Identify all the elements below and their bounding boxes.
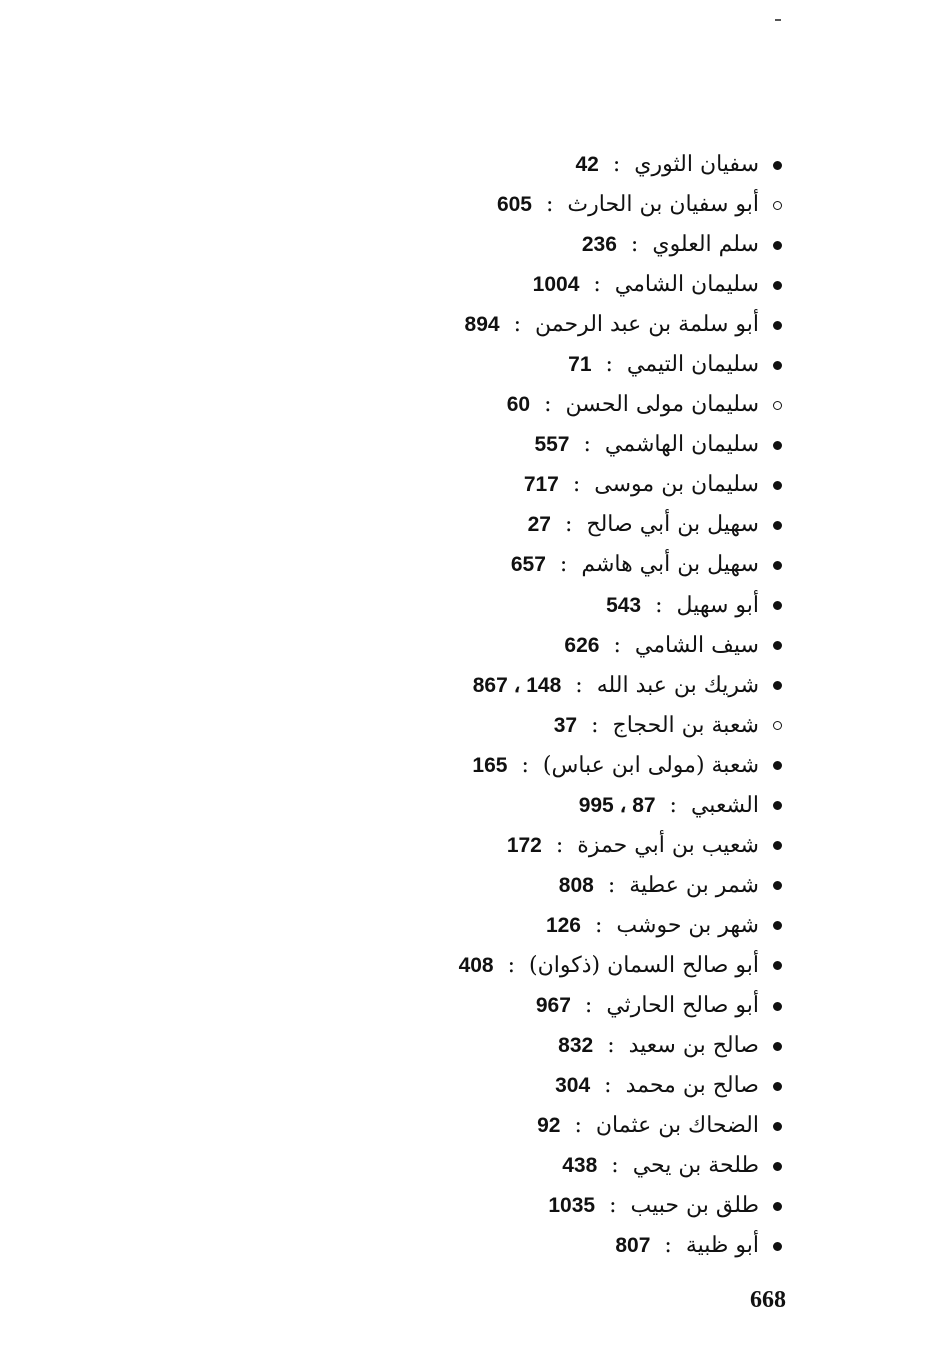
index-entry — [222, 1146, 782, 1186]
index-entry — [222, 545, 782, 585]
bullet-icon — [773, 201, 782, 210]
entry-separator: : — [607, 872, 616, 898]
entry-page-ref: 717 — [523, 473, 559, 497]
entry-page-ref: 304 — [555, 1074, 591, 1098]
entry-page-ref: 71 — [568, 353, 592, 377]
entry-name: صالح بن سعيد — [628, 1033, 759, 1059]
index-entry — [222, 465, 782, 505]
entry-page-ref: 1035 — [548, 1194, 596, 1218]
entry-separator: : — [607, 1033, 615, 1059]
index-entry — [222, 305, 782, 345]
entry-separator: : — [544, 392, 552, 418]
index-entry — [222, 986, 782, 1026]
entry-page-ref: 172 — [506, 833, 542, 857]
index-entry — [222, 225, 782, 265]
entry-separator: : — [521, 752, 529, 778]
entry-page-ref: 894 — [464, 313, 500, 337]
bullet-icon — [773, 361, 782, 370]
entry-name: طلحة بن يحي — [632, 1153, 759, 1179]
index-entry — [222, 145, 782, 185]
entry-page-ref: 92 — [537, 1114, 561, 1138]
entry-name: أبو سهيل — [676, 592, 759, 618]
entry-name: أبو سفيان بن الحارث — [567, 192, 759, 218]
entry-separator: : — [611, 1153, 619, 1179]
bullet-icon — [773, 281, 782, 290]
index-entry — [222, 185, 782, 225]
entry-name: صالح بن محمد — [625, 1073, 759, 1099]
entry-page-ref: 126 — [545, 913, 581, 937]
entry-name: الضحاك بن عثمان — [595, 1113, 759, 1139]
entry-page-ref: 438 — [562, 1154, 598, 1178]
entry-separator: : — [609, 1193, 617, 1219]
entry-separator: : — [575, 672, 583, 698]
index-entry — [222, 1226, 782, 1266]
index-entry — [222, 586, 782, 626]
bullet-icon — [773, 1122, 782, 1131]
entry-page-ref: 236 — [581, 233, 617, 257]
bullet-icon — [773, 721, 782, 730]
bullet-icon — [773, 1242, 782, 1251]
bullet-icon — [773, 1042, 782, 1051]
entry-separator: : — [612, 152, 621, 178]
entry-page-ref: 60 — [506, 393, 531, 417]
entry-name: سيف الشامي — [634, 632, 759, 658]
entry-name: سلم العلوي — [652, 232, 759, 258]
bullet-icon — [773, 521, 782, 530]
entry-page-ref: 148 ، 867 — [472, 673, 562, 697]
entry-page-ref: 808 — [558, 873, 594, 897]
page-number: 668 — [750, 1287, 786, 1313]
entry-name: أبو سلمة بن عبد الرحمن — [534, 312, 759, 338]
entry-separator: : — [604, 1073, 612, 1099]
bullet-icon — [773, 881, 782, 890]
entry-name: سفيان الثوري — [634, 152, 759, 178]
entry-name: شعبة (مولى ابن عباس) — [542, 752, 759, 778]
entry-name: سليمان مولى الحسن — [565, 392, 759, 418]
entry-name: شمر بن عطية — [629, 872, 759, 898]
bullet-icon — [773, 681, 782, 690]
bullet-icon — [773, 161, 782, 170]
bullet-icon — [773, 1082, 782, 1091]
entry-name: سليمان بن موسى — [594, 472, 759, 498]
entry-page-ref: 557 — [534, 433, 570, 457]
entry-separator: : — [572, 472, 581, 498]
bullet-icon — [773, 441, 782, 450]
scan-mark — [775, 19, 781, 21]
bullet-icon — [773, 481, 782, 490]
bullet-icon — [773, 321, 782, 330]
bullet-icon — [773, 1202, 782, 1211]
bullet-icon — [773, 601, 782, 610]
entry-page-ref: 967 — [535, 994, 571, 1017]
entry-separator: : — [574, 1113, 582, 1139]
index-entry — [222, 1186, 782, 1226]
entry-separator: : — [605, 352, 613, 378]
entry-name: أبو ظبية — [685, 1233, 759, 1259]
index-entry — [222, 706, 782, 746]
entry-page-ref: 543 — [606, 593, 642, 617]
bullet-icon — [773, 561, 782, 570]
index-entry — [222, 1026, 782, 1066]
entry-separator: : — [595, 912, 603, 938]
entry-name: شعيب بن أبي حمزة — [577, 832, 759, 858]
bullet-icon — [773, 1002, 782, 1011]
entry-separator: : — [669, 792, 677, 818]
bullet-icon — [773, 841, 782, 850]
entry-page-ref: 626 — [564, 633, 600, 657]
entry-page-ref: 408 — [458, 953, 494, 977]
entry-separator: : — [613, 632, 621, 658]
entry-separator: : — [555, 832, 564, 858]
index-entry — [222, 1066, 782, 1106]
name-index-list — [222, 145, 782, 1266]
entry-name: الشعبي — [690, 792, 759, 818]
entry-page-ref: 832 — [558, 1034, 594, 1058]
entry-separator: : — [559, 552, 568, 578]
index-entry — [222, 666, 782, 706]
entry-separator: : — [593, 272, 601, 298]
entry-separator: : — [664, 1233, 672, 1259]
entry-separator: : — [591, 712, 599, 738]
entry-separator: : — [630, 232, 639, 258]
entry-name: طلق بن حبيب — [630, 1193, 759, 1219]
index-entry — [222, 746, 782, 786]
index-entry — [222, 946, 782, 986]
bullet-icon — [773, 761, 782, 770]
entry-page-ref: 657 — [510, 553, 546, 577]
entry-name: شهر بن حوشب — [616, 912, 759, 938]
entry-name: سليمان الشامي — [614, 272, 759, 298]
entry-separator: : — [513, 312, 521, 338]
entry-name: سهيل بن أبي هاشم — [581, 552, 759, 578]
entry-page-ref: 37 — [553, 713, 578, 737]
entry-separator: : — [655, 592, 663, 618]
index-entry — [222, 826, 782, 866]
entry-name: شريك بن عبد الله — [596, 672, 759, 698]
entry-page-ref: 1004 — [532, 273, 580, 297]
index-entry — [222, 385, 782, 425]
entry-separator: : — [546, 192, 554, 218]
entry-page-ref: 807 — [615, 1234, 651, 1258]
index-entry — [222, 425, 782, 465]
bullet-icon — [773, 961, 782, 970]
entry-name: أبو صالح الحارثي — [606, 993, 759, 1018]
index-entry — [222, 345, 782, 385]
bullet-icon — [773, 241, 782, 250]
index-entry — [222, 906, 782, 946]
entry-name: شعبة بن الحجاج — [612, 712, 759, 738]
index-entry — [222, 786, 782, 826]
index-entry — [222, 1106, 782, 1146]
bullet-icon — [773, 401, 782, 410]
entry-page-ref: 27 — [527, 513, 551, 537]
entry-page-ref: 42 — [575, 153, 599, 177]
bullet-icon — [773, 921, 782, 930]
entry-page-ref: 165 — [472, 753, 508, 777]
entry-separator: : — [583, 432, 591, 458]
index-entry — [222, 505, 782, 545]
index-entry — [222, 265, 782, 305]
entry-name: سليمان الهاشمي — [604, 432, 759, 458]
entry-separator: : — [564, 512, 573, 538]
entry-name: أبو صالح السمان (ذكوان) — [529, 952, 759, 978]
entry-page-ref: 605 — [496, 193, 532, 217]
index-entry — [222, 626, 782, 666]
entry-name: سهيل بن أبي صالح — [586, 512, 759, 538]
entry-page-ref: 87 ، 995 — [578, 793, 656, 817]
bullet-icon — [773, 801, 782, 810]
index-entry — [222, 866, 782, 906]
bullet-icon — [773, 641, 782, 650]
entry-separator: : — [507, 952, 516, 978]
entry-separator: : — [584, 993, 593, 1018]
entry-name: سليمان التيمي — [626, 352, 759, 378]
bullet-icon — [773, 1162, 782, 1171]
